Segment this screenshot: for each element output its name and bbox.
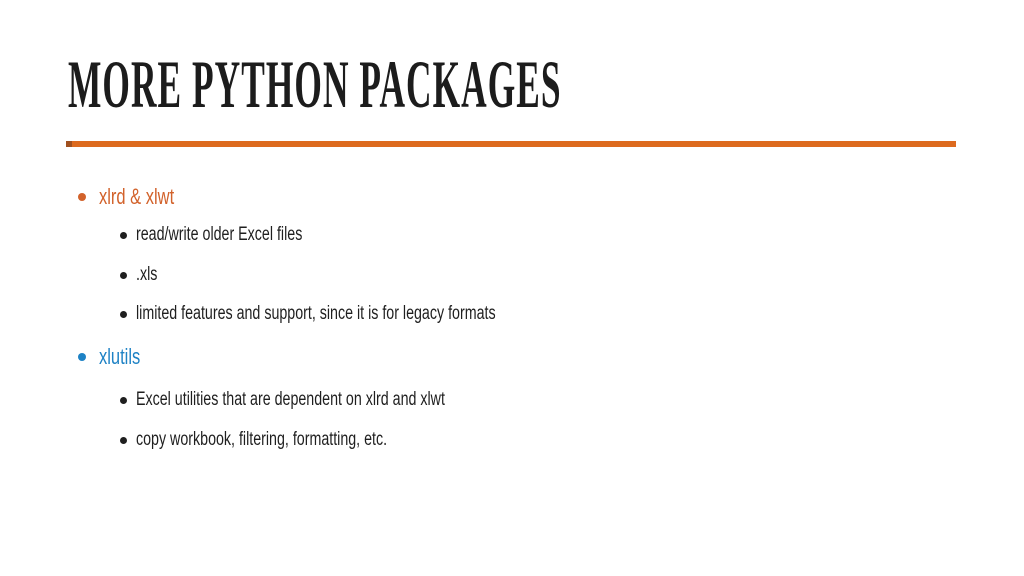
list-subitem xyxy=(120,263,165,287)
list-subitem xyxy=(120,428,471,452)
bullet-icon xyxy=(120,397,127,404)
bullet-icon xyxy=(120,272,127,279)
list-item-label: xlutils xyxy=(99,344,141,369)
list-subitem xyxy=(120,302,615,326)
list-item xyxy=(78,183,199,211)
list-item-label: .xls xyxy=(136,264,158,285)
list-item-label: read/write older Excel files xyxy=(136,224,303,245)
list-item-label: limited features and support, since it is for legacy formats xyxy=(136,303,496,324)
list-subitem xyxy=(120,223,358,247)
list-item xyxy=(78,343,154,371)
slide-title: MORE PYTHON PACKAGES xyxy=(68,46,562,122)
list-item-label: xlrd & xlwt xyxy=(99,184,175,209)
list-subitem xyxy=(120,388,548,412)
list-item-label: copy workbook, filtering, formatting, etc. xyxy=(136,429,388,450)
bullet-icon xyxy=(78,193,86,201)
list-item-label: Excel utilities that are dependent on xlrd and xlwt xyxy=(136,389,445,410)
bullet-icon xyxy=(78,353,86,361)
bullet-icon xyxy=(120,232,127,239)
bullet-icon xyxy=(120,437,127,444)
bullet-icon xyxy=(120,311,127,318)
